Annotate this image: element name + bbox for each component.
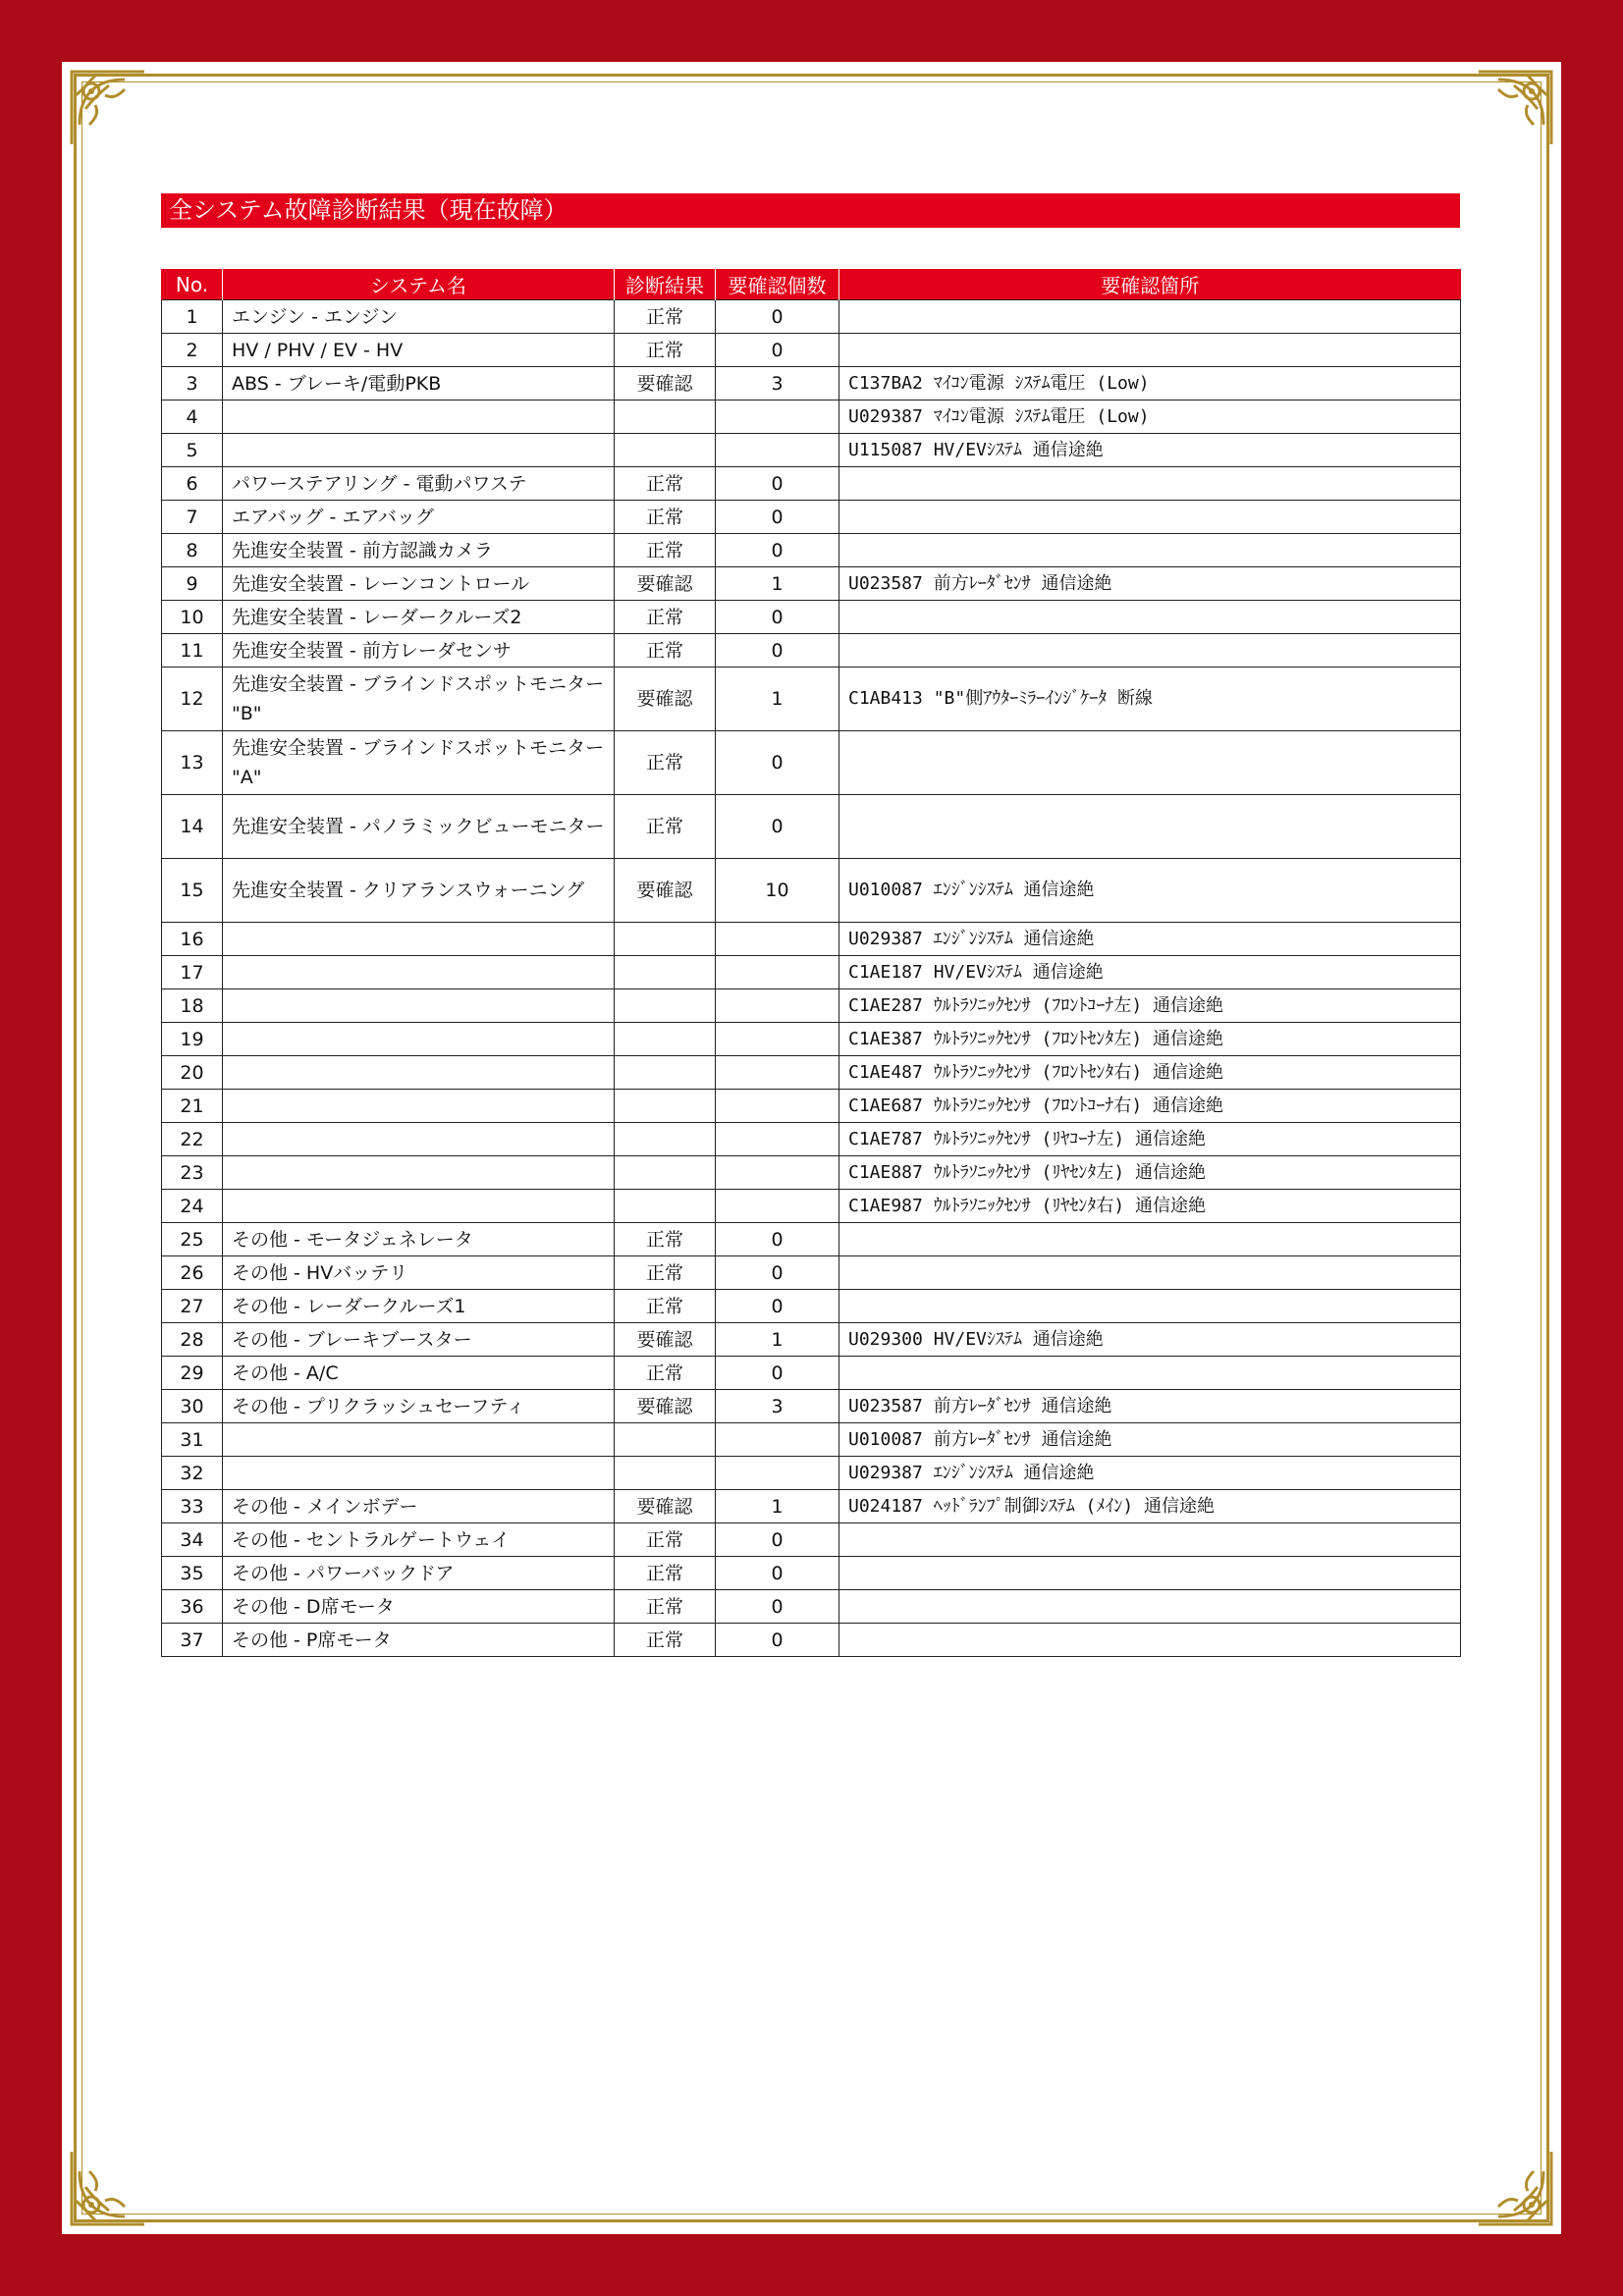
- table-row: [162, 1323, 1461, 1357]
- row-count: 0: [716, 334, 839, 367]
- row-count: [716, 989, 839, 1023]
- row-location: [839, 467, 1461, 501]
- row-result: 要確認: [615, 1323, 716, 1357]
- row-count: 0: [716, 634, 839, 667]
- table-row: [162, 434, 1461, 467]
- row-result: [615, 923, 716, 956]
- row-count: 3: [716, 1390, 839, 1423]
- row-count: [716, 434, 839, 467]
- row-no: 19: [162, 1023, 223, 1056]
- row-location: [839, 1290, 1461, 1323]
- row-location: [839, 1357, 1461, 1390]
- table-row: [162, 1190, 1461, 1223]
- row-location: C1AE187 HV/EVｼｽﾃﾑ 通信途絶: [839, 956, 1461, 989]
- row-count: 0: [716, 501, 839, 534]
- row-result: [615, 1056, 716, 1090]
- row-result: [615, 1190, 716, 1223]
- row-system-name: [223, 1190, 615, 1223]
- table-row: [162, 859, 1461, 923]
- row-system-name: [223, 1457, 615, 1490]
- table-row: [162, 1156, 1461, 1190]
- row-count: [716, 956, 839, 989]
- row-system-name: 先進安全装置 - 前方レーダセンサ: [223, 634, 615, 667]
- row-result: 正常: [615, 1624, 716, 1657]
- table-row: [162, 731, 1461, 795]
- row-location: U029300 HV/EVｼｽﾃﾑ 通信途絶: [839, 1323, 1461, 1357]
- row-location: [839, 731, 1461, 795]
- row-no: 11: [162, 634, 223, 667]
- row-no: 2: [162, 334, 223, 367]
- row-no: 33: [162, 1490, 223, 1523]
- row-location: U029387 ｴﾝｼﾞﾝｼｽﾃﾑ 通信途絶: [839, 923, 1461, 956]
- row-system-name: 先進安全装置 - ブラインドスポットモニター "B": [223, 667, 615, 731]
- row-location: [839, 1223, 1461, 1256]
- row-count: 0: [716, 731, 839, 795]
- row-location: U029387 ｴﾝｼﾞﾝｼｽﾃﾑ 通信途絶: [839, 1457, 1461, 1490]
- row-count: 1: [716, 1323, 839, 1357]
- row-system-name: その他 - P席モータ: [223, 1624, 615, 1657]
- row-system-name: 先進安全装置 - パノラミックビューモニター: [223, 795, 615, 859]
- row-result: 正常: [615, 731, 716, 795]
- row-result: 要確認: [615, 367, 716, 400]
- row-result: [615, 400, 716, 434]
- row-count: 0: [716, 1557, 839, 1590]
- row-result: 正常: [615, 334, 716, 367]
- row-no: 22: [162, 1123, 223, 1156]
- row-system-name: 先進安全装置 - レーダークルーズ2: [223, 601, 615, 634]
- row-no: 10: [162, 601, 223, 634]
- row-system-name: その他 - メインボデー: [223, 1490, 615, 1523]
- row-no: 29: [162, 1357, 223, 1390]
- row-no: 24: [162, 1190, 223, 1223]
- table-row: [162, 534, 1461, 567]
- header-system-name: システム名: [223, 269, 615, 300]
- row-no: 16: [162, 923, 223, 956]
- table-row: [162, 467, 1461, 501]
- row-count: 1: [716, 1490, 839, 1523]
- row-result: 要確認: [615, 667, 716, 731]
- row-system-name: エンジン - エンジン: [223, 300, 615, 334]
- row-system-name: HV / PHV / EV - HV: [223, 334, 615, 367]
- row-result: 要確認: [615, 567, 716, 601]
- row-system-name: エアバッグ - エアバッグ: [223, 501, 615, 534]
- table-row: [162, 956, 1461, 989]
- row-count: [716, 1457, 839, 1490]
- row-count: 0: [716, 1590, 839, 1624]
- table-header-row: [162, 269, 1461, 300]
- row-system-name: [223, 989, 615, 1023]
- row-no: 8: [162, 534, 223, 567]
- row-system-name: [223, 1156, 615, 1190]
- row-location: [839, 1523, 1461, 1557]
- table-row: [162, 795, 1461, 859]
- row-no: 37: [162, 1624, 223, 1657]
- row-no: 7: [162, 501, 223, 534]
- row-location: C1AE387 ｳﾙﾄﾗｿﾆｯｸｾﾝｻ (ﾌﾛﾝﾄｾﾝﾀ左) 通信途絶: [839, 1023, 1461, 1056]
- row-system-name: [223, 1423, 615, 1457]
- row-location: [839, 1256, 1461, 1290]
- row-result: 正常: [615, 1357, 716, 1390]
- row-system-name: [223, 956, 615, 989]
- header-count: 要確認個数: [716, 269, 839, 300]
- row-result: 正常: [615, 601, 716, 634]
- row-location: C1AE487 ｳﾙﾄﾗｿﾆｯｸｾﾝｻ (ﾌﾛﾝﾄｾﾝﾀ右) 通信途絶: [839, 1056, 1461, 1090]
- table-row: [162, 1624, 1461, 1657]
- row-location: C1AE287 ｳﾙﾄﾗｿﾆｯｸｾﾝｻ (ﾌﾛﾝﾄｺｰﾅ左) 通信途絶: [839, 989, 1461, 1023]
- table-row: [162, 601, 1461, 634]
- row-result: 正常: [615, 1557, 716, 1590]
- row-location: [839, 795, 1461, 859]
- row-count: 3: [716, 367, 839, 400]
- row-no: 6: [162, 467, 223, 501]
- row-result: [615, 1457, 716, 1490]
- row-count: [716, 1190, 839, 1223]
- row-system-name: その他 - セントラルゲートウェイ: [223, 1523, 615, 1557]
- table-row: [162, 1457, 1461, 1490]
- row-location: [839, 1590, 1461, 1624]
- row-result: 要確認: [615, 1490, 716, 1523]
- row-location: U115087 HV/EVｼｽﾃﾑ 通信途絶: [839, 434, 1461, 467]
- row-location: [839, 634, 1461, 667]
- table-row: [162, 501, 1461, 534]
- row-count: 1: [716, 567, 839, 601]
- row-no: 5: [162, 434, 223, 467]
- table-row: [162, 989, 1461, 1023]
- row-count: 0: [716, 467, 839, 501]
- row-no: 15: [162, 859, 223, 923]
- row-result: 正常: [615, 634, 716, 667]
- row-system-name: その他 - プリクラッシュセーフティ: [223, 1390, 615, 1423]
- row-no: 12: [162, 667, 223, 731]
- row-no: 18: [162, 989, 223, 1023]
- row-location: U010087 ｴﾝｼﾞﾝｼｽﾃﾑ 通信途絶: [839, 859, 1461, 923]
- row-location: [839, 1624, 1461, 1657]
- row-no: 26: [162, 1256, 223, 1290]
- row-system-name: [223, 1023, 615, 1056]
- row-no: 13: [162, 731, 223, 795]
- row-count: 0: [716, 1523, 839, 1557]
- row-no: 20: [162, 1056, 223, 1090]
- row-location: C1AB413 "B"側ｱｳﾀｰﾐﾗｰｲﾝｼﾞｹｰﾀ 断線: [839, 667, 1461, 731]
- row-location: C1AE787 ｳﾙﾄﾗｿﾆｯｸｾﾝｻ (ﾘﾔｺｰﾅ左) 通信途絶: [839, 1123, 1461, 1156]
- row-system-name: その他 - ブレーキブースター: [223, 1323, 615, 1357]
- row-no: 4: [162, 400, 223, 434]
- row-no: 23: [162, 1156, 223, 1190]
- row-location: U023587 前方ﾚｰﾀﾞｾﾝｻ 通信途絶: [839, 1390, 1461, 1423]
- row-system-name: [223, 1056, 615, 1090]
- row-system-name: その他 - パワーバックドア: [223, 1557, 615, 1590]
- row-location: C1AE887 ｳﾙﾄﾗｿﾆｯｸｾﾝｻ (ﾘﾔｾﾝﾀ左) 通信途絶: [839, 1156, 1461, 1190]
- table-row: [162, 334, 1461, 367]
- report-page: [62, 62, 1561, 2234]
- table-row: [162, 1590, 1461, 1624]
- row-count: 0: [716, 1357, 839, 1390]
- row-count: 10: [716, 859, 839, 923]
- row-result: 正常: [615, 467, 716, 501]
- table-row: [162, 1256, 1461, 1290]
- row-system-name: 先進安全装置 - レーンコントロール: [223, 567, 615, 601]
- row-count: 0: [716, 300, 839, 334]
- row-result: 正常: [615, 1523, 716, 1557]
- row-location: [839, 1557, 1461, 1590]
- row-system-name: パワーステアリング - 電動パワステ: [223, 467, 615, 501]
- row-count: [716, 1423, 839, 1457]
- row-result: [615, 956, 716, 989]
- row-system-name: その他 - A/C: [223, 1357, 615, 1390]
- row-system-name: [223, 923, 615, 956]
- table-row: [162, 300, 1461, 334]
- table-row: [162, 1557, 1461, 1590]
- row-count: 0: [716, 601, 839, 634]
- row-no: 21: [162, 1090, 223, 1123]
- row-location: U023587 前方ﾚｰﾀﾞｾﾝｻ 通信途絶: [839, 567, 1461, 601]
- table-row: [162, 567, 1461, 601]
- row-system-name: その他 - レーダークルーズ1: [223, 1290, 615, 1323]
- row-location: [839, 501, 1461, 534]
- row-location: [839, 534, 1461, 567]
- row-location: U029387 ﾏｲｺﾝ電源 ｼｽﾃﾑ電圧 (Low): [839, 400, 1461, 434]
- diagnosis-table: [161, 269, 1461, 1657]
- row-no: 34: [162, 1523, 223, 1557]
- row-system-name: その他 - モータジェネレータ: [223, 1223, 615, 1256]
- row-count: 0: [716, 1290, 839, 1323]
- row-no: 1: [162, 300, 223, 334]
- table-row: [162, 400, 1461, 434]
- row-system-name: 先進安全装置 - 前方認識カメラ: [223, 534, 615, 567]
- row-result: [615, 989, 716, 1023]
- row-result: [615, 434, 716, 467]
- table-row: [162, 367, 1461, 400]
- row-result: 正常: [615, 1590, 716, 1624]
- row-count: [716, 1056, 839, 1090]
- row-no: 27: [162, 1290, 223, 1323]
- table-row: [162, 1123, 1461, 1156]
- row-result: 要確認: [615, 859, 716, 923]
- table-row: [162, 1390, 1461, 1423]
- row-system-name: [223, 1090, 615, 1123]
- row-no: 3: [162, 367, 223, 400]
- row-no: 35: [162, 1557, 223, 1590]
- row-no: 17: [162, 956, 223, 989]
- corner-ornament-icon: [66, 66, 150, 150]
- row-count: [716, 1090, 839, 1123]
- row-result: 正常: [615, 1290, 716, 1323]
- row-count: [716, 1123, 839, 1156]
- row-location: U010087 前方ﾚｰﾀﾞｾﾝｻ 通信途絶: [839, 1423, 1461, 1457]
- row-count: 1: [716, 667, 839, 731]
- corner-ornament-icon: [66, 2146, 150, 2230]
- row-no: 9: [162, 567, 223, 601]
- row-count: 0: [716, 1624, 839, 1657]
- header-no: No.: [162, 269, 223, 300]
- row-result: [615, 1023, 716, 1056]
- report-title: 全システム故障診断結果（現在故障）: [161, 193, 1460, 228]
- row-location: C1AE987 ｳﾙﾄﾗｿﾆｯｸｾﾝｻ (ﾘﾔｾﾝﾀ右) 通信途絶: [839, 1190, 1461, 1223]
- row-count: 0: [716, 534, 839, 567]
- row-result: [615, 1423, 716, 1457]
- row-result: 正常: [615, 300, 716, 334]
- row-no: 28: [162, 1323, 223, 1357]
- table-row: [162, 923, 1461, 956]
- row-no: 32: [162, 1457, 223, 1490]
- table-row: [162, 1023, 1461, 1056]
- row-count: 0: [716, 1256, 839, 1290]
- row-no: 31: [162, 1423, 223, 1457]
- row-no: 25: [162, 1223, 223, 1256]
- table-row: [162, 634, 1461, 667]
- header-result: 診断結果: [615, 269, 716, 300]
- table-row: [162, 1523, 1461, 1557]
- row-no: 14: [162, 795, 223, 859]
- header-location: 要確認箇所: [839, 269, 1461, 300]
- table-row: [162, 1223, 1461, 1256]
- row-count: 0: [716, 1223, 839, 1256]
- row-result: [615, 1090, 716, 1123]
- row-system-name: 先進安全装置 - クリアランスウォーニング: [223, 859, 615, 923]
- table-row: [162, 667, 1461, 731]
- row-result: 正常: [615, 1223, 716, 1256]
- table-row: [162, 1490, 1461, 1523]
- row-location: U024187 ﾍｯﾄﾞﾗﾝﾌﾟ制御ｼｽﾃﾑ (ﾒｲﾝ) 通信途絶: [839, 1490, 1461, 1523]
- row-system-name: その他 - D席モータ: [223, 1590, 615, 1624]
- row-location: C1AE687 ｳﾙﾄﾗｿﾆｯｸｾﾝｻ (ﾌﾛﾝﾄｺｰﾅ右) 通信途絶: [839, 1090, 1461, 1123]
- corner-ornament-icon: [1473, 66, 1557, 150]
- row-result: 正常: [615, 795, 716, 859]
- table-row: [162, 1056, 1461, 1090]
- row-system-name: その他 - HVバッテリ: [223, 1256, 615, 1290]
- row-count: 0: [716, 795, 839, 859]
- corner-ornament-icon: [1473, 2146, 1557, 2230]
- row-location: [839, 334, 1461, 367]
- row-system-name: [223, 434, 615, 467]
- row-result: [615, 1156, 716, 1190]
- row-count: [716, 400, 839, 434]
- row-location: [839, 300, 1461, 334]
- row-result: 要確認: [615, 1390, 716, 1423]
- row-location: C137BA2 ﾏｲｺﾝ電源 ｼｽﾃﾑ電圧 (Low): [839, 367, 1461, 400]
- row-count: [716, 923, 839, 956]
- row-system-name: [223, 400, 615, 434]
- row-count: [716, 1023, 839, 1056]
- row-result: 正常: [615, 534, 716, 567]
- row-result: 正常: [615, 501, 716, 534]
- row-system-name: 先進安全装置 - ブラインドスポットモニター "A": [223, 731, 615, 795]
- table-row: [162, 1423, 1461, 1457]
- row-system-name: ABS - ブレーキ/電動PKB: [223, 367, 615, 400]
- table-row: [162, 1357, 1461, 1390]
- row-system-name: [223, 1123, 615, 1156]
- table-row: [162, 1090, 1461, 1123]
- row-result: 正常: [615, 1256, 716, 1290]
- row-no: 30: [162, 1390, 223, 1423]
- row-count: [716, 1156, 839, 1190]
- row-result: [615, 1123, 716, 1156]
- row-no: 36: [162, 1590, 223, 1624]
- row-location: [839, 601, 1461, 634]
- table-row: [162, 1290, 1461, 1323]
